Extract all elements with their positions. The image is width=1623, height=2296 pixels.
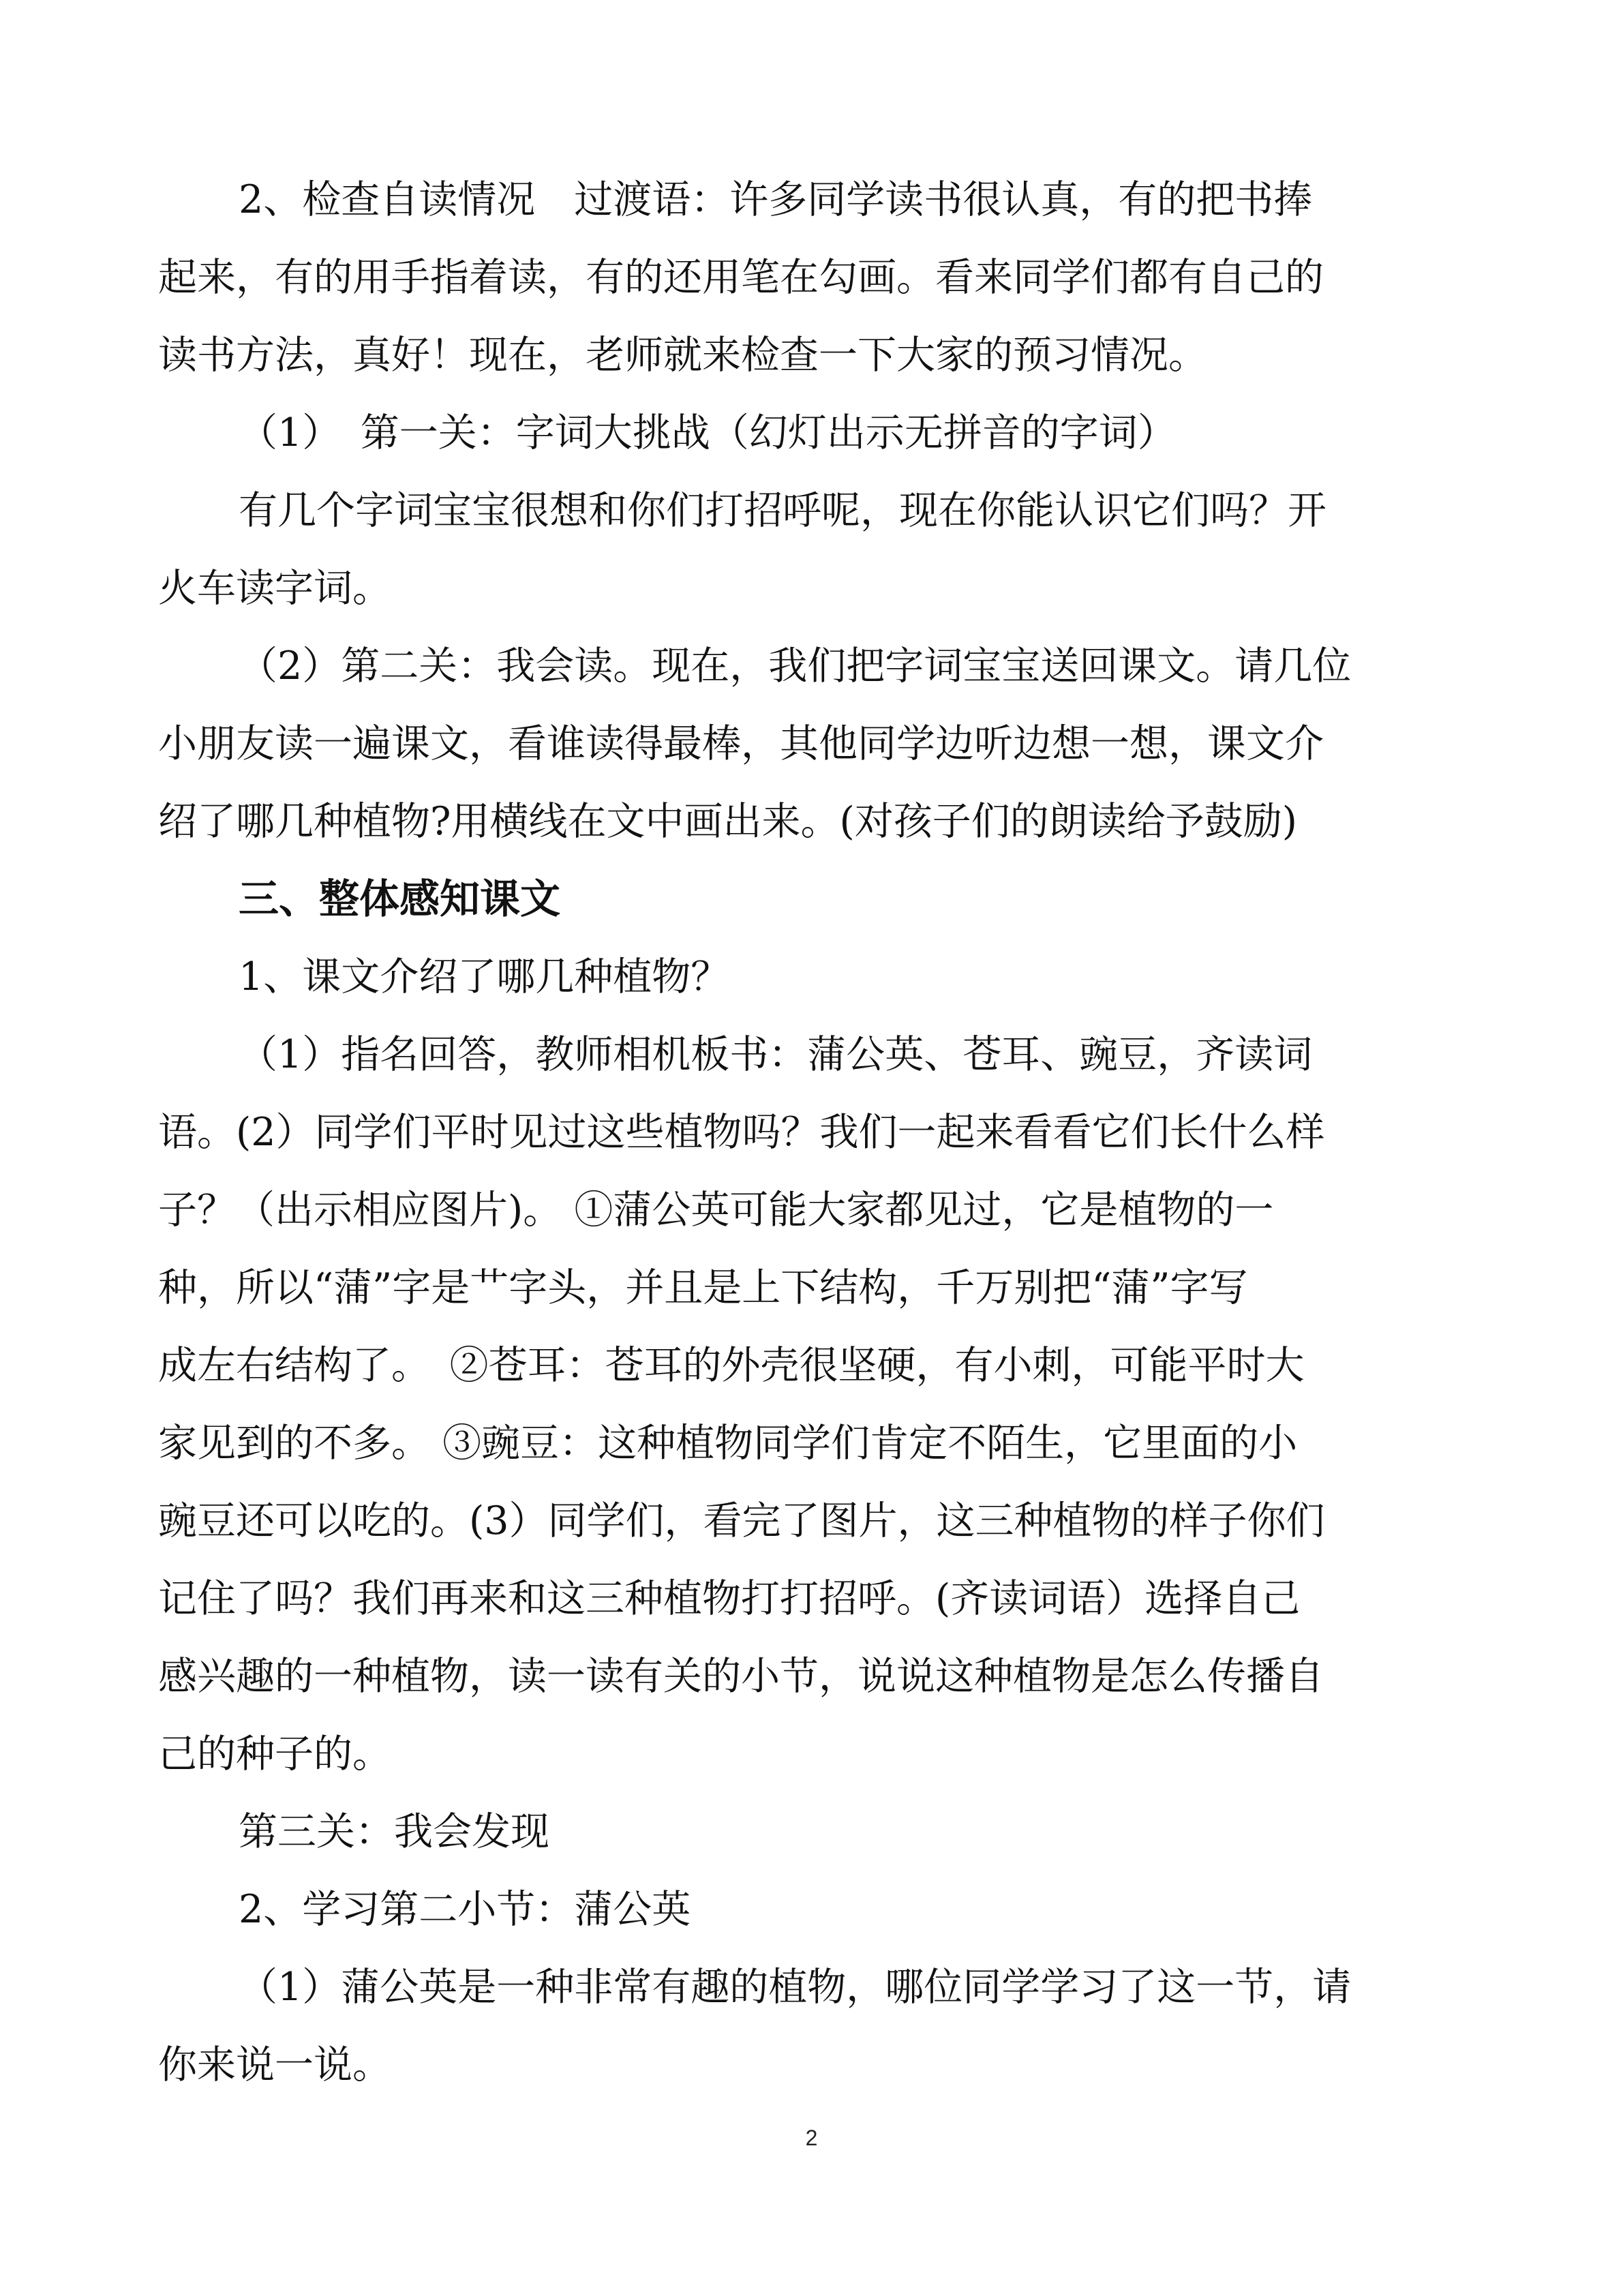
paragraph-line: 2、学习第二小节：蒲公英 <box>239 1887 691 1932</box>
paragraph-line: 感兴趣的一种植物，读一读有关的小节，说说这种植物是怎么传播自 <box>158 1654 1324 1699</box>
paragraph-line: 豌豆还可以吃的。(3）同学们，看完了图片，这三种植物的样子你们 <box>158 1498 1325 1543</box>
paragraph-line: 成左右结构了。 ②苍耳：苍耳的外壳很坚硬，有小刺，可能平时大 <box>158 1343 1305 1388</box>
paragraph-line: 1、课文介绍了哪几种植物？ <box>239 954 730 999</box>
paragraph-line: 记住了吗？我们再来和这三种植物打打招呼。(齐读词语）选择自己 <box>158 1576 1301 1621</box>
paragraph-line: 有几个字词宝宝很想和你们打招呼呢，现在你能认识它们吗？开 <box>239 488 1326 533</box>
paragraph-line: 绍了哪几种植物?用横线在文中画出来。(对孩子们的朗读给予鼓励) <box>158 799 1298 844</box>
paragraph-line: （1） 第一关：字词大挑战（幻灯出示无拼音的字词） <box>239 410 1177 455</box>
paragraph-line: 己的种子的。 <box>158 1732 391 1777</box>
paragraph-line: 家见到的不多。 ③豌豆：这种植物同学们肯定不陌生，它里面的小 <box>158 1421 1298 1466</box>
paragraph-line: 你来说一说。 <box>158 2042 391 2087</box>
paragraph-line: 种，所以“蒲”字是艹字头，并且是上下结构，千万别把“蒲”字写 <box>158 1265 1248 1310</box>
paragraph-line: 子？（出示相应图片)。 ①蒲公英可能大家都见过，它是植物的一 <box>158 1188 1274 1233</box>
section-heading: 三、整体感知课文 <box>239 875 561 922</box>
paragraph-line: 第三关：我会发现 <box>239 1809 549 1854</box>
paragraph-line: 起来，有的用手指着读，有的还用笔在勾画。看来同学们都有自己的 <box>158 255 1324 300</box>
paragraph-line: 火车读字词。 <box>158 566 391 611</box>
paragraph-line: 读书方法，真好！现在，老师就来检查一下大家的预习情况。 <box>158 333 1207 378</box>
paragraph-line: 语。(2）同学们平时见过这些植物吗？我们一起来看看它们长什么样 <box>158 1110 1325 1155</box>
page-number: 2 <box>805 2126 818 2150</box>
paragraph-line: （2）第二关：我会读。现在，我们把字词宝宝送回课文。请几位 <box>239 644 1352 689</box>
paragraph-line: 小朋友读一遍课文，看谁读得最棒，其他同学边听边想一想，课文介 <box>158 721 1324 766</box>
paragraph-line: 2、检查自读情况 过渡语：许多同学读书很认真，有的把书捧 <box>239 177 1313 222</box>
paragraph-line: （1）蒲公英是一种非常有趣的植物，哪位同学学习了这一节，请 <box>239 1965 1352 2010</box>
paragraph-line: （1）指名回答，教师相机板书：蒲公英、苍耳、豌豆，齐读词 <box>239 1032 1313 1077</box>
